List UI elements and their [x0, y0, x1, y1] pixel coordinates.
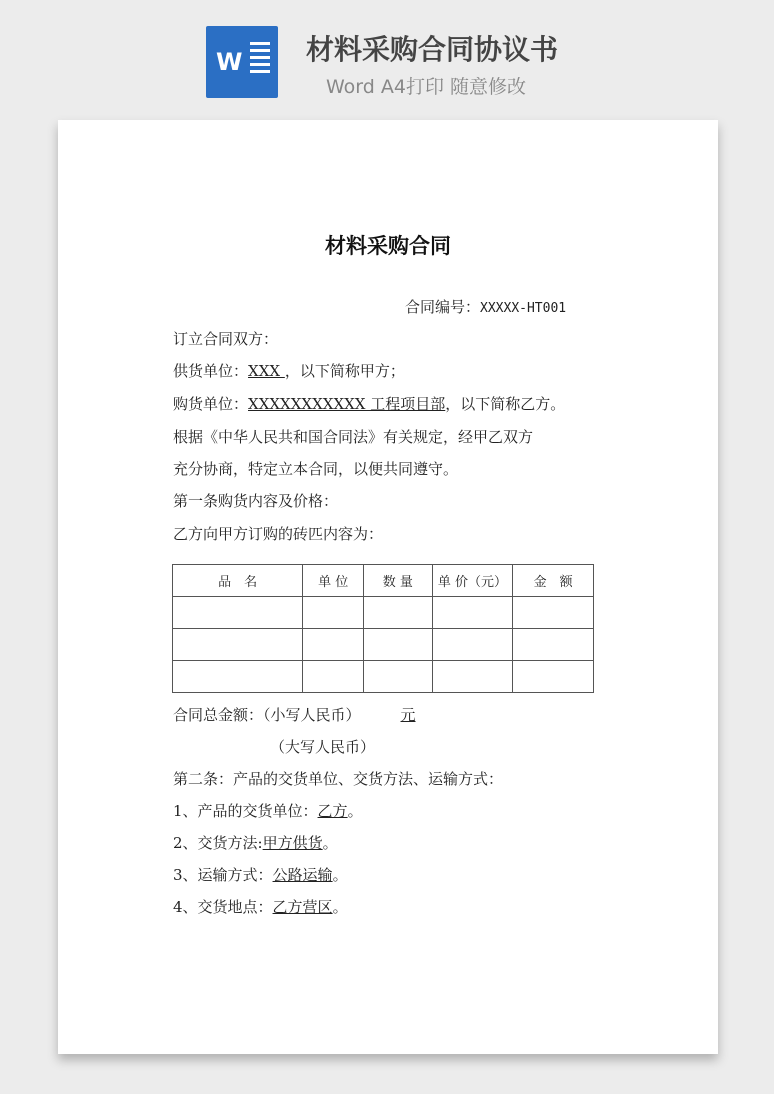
delivery-location-item [173, 896, 348, 917]
word-letter: W [216, 48, 243, 76]
item-end: 。 [332, 898, 348, 916]
item-label: 2、交货方法: [173, 834, 263, 852]
word-icon [206, 26, 278, 98]
item-value: 乙方营区 [272, 898, 333, 916]
table-cell[interactable] [432, 629, 513, 661]
item-value: 乙方 [317, 802, 348, 820]
table-cell[interactable] [363, 629, 432, 661]
transport-method-item [173, 864, 348, 885]
supplier-line [173, 360, 405, 381]
table-row [173, 597, 594, 629]
column-header-product: 品 名 [173, 565, 303, 597]
preview-header [0, 0, 774, 115]
document-page [58, 120, 718, 1054]
basis-line-2: 充分协商，特定立本合同，以便共同遵守。 [173, 460, 459, 478]
item-label: 4、交货地点： [173, 898, 273, 916]
table-cell[interactable] [513, 629, 594, 661]
total-amount-unit: 元 [400, 706, 416, 724]
table-cell[interactable] [432, 597, 513, 629]
total-amount-label: 合同总金额：（小写人民币） [173, 706, 361, 724]
header-title: 材料采购合同协议书 [306, 33, 559, 66]
header-subtitle: Word A4打印 随意修改 [326, 76, 527, 98]
table-cell[interactable] [363, 597, 432, 629]
item-value: 公路运输 [272, 866, 333, 884]
item-end: 。 [332, 866, 348, 884]
item-end: 。 [322, 834, 338, 852]
total-amount-line [173, 704, 416, 725]
supplier-label: 供货单位： [173, 362, 249, 380]
document-title: 材料采购合同 [325, 234, 451, 258]
table-row [173, 661, 594, 693]
table-header-row [173, 565, 594, 597]
article-2-heading: 第二条：产品的交货单位、交货方法、运输方式： [173, 770, 504, 788]
column-header-unit-price: 单 价（元） [432, 565, 513, 597]
table-cell[interactable] [363, 661, 432, 693]
table-cell[interactable] [173, 661, 303, 693]
document-lines-icon [250, 42, 270, 82]
delivery-method-item [173, 832, 338, 853]
item-label: 3、运输方式： [173, 866, 273, 884]
table-cell[interactable] [513, 597, 594, 629]
buyer-value: XXXXXXXXXXX 工程项目部 [248, 395, 446, 413]
buyer-line [173, 393, 565, 414]
contract-number-value: XXXXX-HT001 [480, 301, 567, 316]
table-cell[interactable] [173, 629, 303, 661]
contract-number-label: 合同编号： [405, 298, 481, 316]
table-row [173, 629, 594, 661]
item-value: 甲方供货 [262, 834, 323, 852]
table-cell[interactable] [303, 661, 364, 693]
parties-heading: 订立合同双方： [173, 330, 279, 348]
table-cell[interactable] [513, 661, 594, 693]
contract-number [405, 296, 566, 317]
buyer-suffix: ，以下简称乙方。 [445, 395, 566, 413]
supplier-suffix: ，以下简称甲方； [284, 362, 405, 380]
goods-table [172, 564, 594, 693]
table-cell[interactable] [303, 597, 364, 629]
watermark [93, 470, 147, 521]
article-1-description: 乙方向甲方订购的砖匹内容为： [173, 525, 384, 543]
column-header-unit: 单 位 [303, 565, 364, 597]
total-amount-upper: （大写人民币） [270, 738, 376, 756]
table-cell[interactable] [303, 629, 364, 661]
supplier-value: XXX [248, 362, 285, 380]
table-cell[interactable] [173, 597, 303, 629]
basis-line-1: 根据《中华人民共和国合同法》有关规定，经甲乙双方 [173, 428, 534, 446]
delivery-unit-item [173, 800, 363, 821]
column-header-amount: 金 额 [513, 565, 594, 597]
table-cell[interactable] [432, 661, 513, 693]
item-label: 1、产品的交货单位： [173, 802, 318, 820]
article-1-heading: 第一条购货内容及价格： [173, 492, 339, 510]
buyer-label: 购货单位： [173, 395, 249, 413]
item-end: 。 [347, 802, 363, 820]
column-header-quantity: 数 量 [363, 565, 432, 597]
